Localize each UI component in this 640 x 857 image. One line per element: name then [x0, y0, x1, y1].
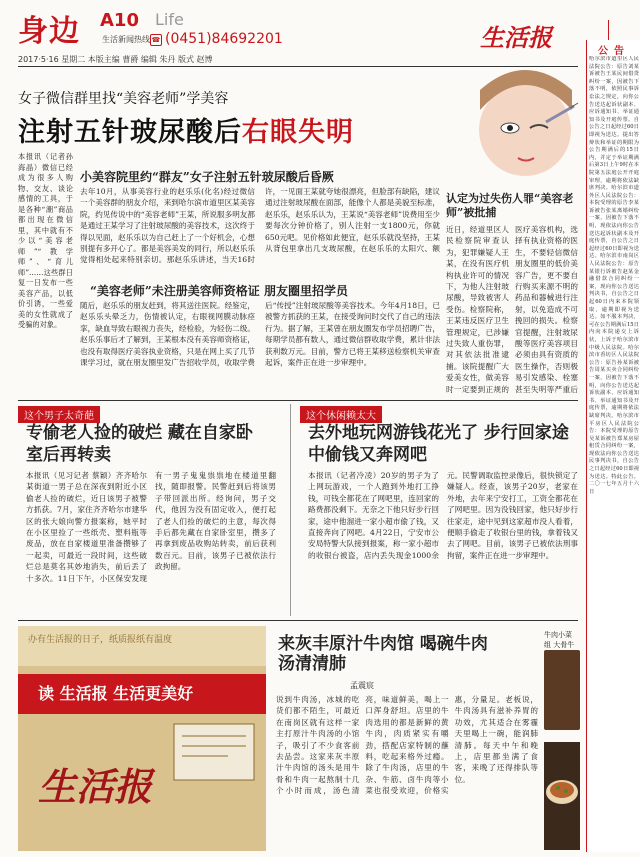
- ad-paper-logo: 生活报: [38, 764, 153, 809]
- lead-subhead-3: 认定为过失伤人罪“美容老师”被批捕: [446, 192, 574, 219]
- section-rule-2: [18, 620, 578, 621]
- newspaper-ad: [18, 626, 266, 851]
- story-a-tag: 这个男子太奇葩: [18, 406, 100, 423]
- food-headline: 来灰丰原汁牛肉馆 喝碗牛肉汤清清肺: [278, 634, 488, 674]
- story-a-body: 本报讯（见习记者 蔡颖）齐齐哈尔某街道一男子总在深夜到附近小区偷老人捡的破烂，近日该男子被警方抓获。7月，家住齐齐哈尔市建华区的张大娘向警方报案称，她平时在小区里捡了一些纸壳、塑料瓶等废品，放在自家楼道里准备攒够了一起卖，可最近一段时间，这些破烂总是莫名其妙地消失，前后丢了十多次。11日下午，小区保安发现有一男子鬼鬼祟祟地在楼道里翻找，随即报警。民警赶到后将该男子带回派出所。经询问，男子交代，他因为没有固定收入，便打起了老人们捡的破烂的主意，每次得手后都先藏在自家卧室里，攒多了再拿到废品收购站转卖，前后获利数百元。目前，该男子已被依法行政拘留。: [26, 471, 276, 583]
- lead-body-1: 去年10月，从事美容行业的赵乐乐(化名)经过微信一个美容群的朋友介绍，来到哈尔滨市道里区某美容院，约见传说中的“美容老师”王某，所说服多明友都是通过王某学习了注射玻尿酸的美容技术，这次终于得以见面，赵乐乐以为自己赶上了一个好机会，心想别提有多开心了。都是美容美发的同行，所以赵乐乐觉得相处起来特别亲切。那赵乐乐讲述，当天16时许，一见面王某就夸她很漂亮，但脸部有缺陷，建议通过注射玻尿酸在面部，能像个人都是美貌至标准，赵乐乐，赵乐乐认为，王某说“美容老师”说费用至少要每次分钟价格了，别人注射一支1800元，你就650元吧。见价格如此便宜，赵乐乐就没坚持，王某从背包里拿出几支玻尿酸，在赵乐乐的太阳穴、额: [80, 187, 440, 265]
- food-body: 说到牛肉汤，冰城的吃货们都不陌生，可最近在南岗区就有这样一家主打原汁牛肉汤的小馆子，吸引了不少食客前去品尝。这家来灰丰原汁牛肉馆的汤头是用牛骨和牛肉一起熬制十几个小时而成，汤色清亮，味道鲜美，喝上一口浑身舒坦。店里的牛肉选用的都是新鲜的黄牛肉，肉质紧实有嚼劲，搭配店家特制的蘸料，吃起来格外过瘾。除了牛肉汤，店里的牛杂、牛筋、卤牛肉等小菜也很受欢迎，价格实惠，分量足。老板说，牛肉汤具有滋补养胃的功效，尤其适合在雾霾天里喝上一碗，能润肺清肺。每天中午和晚上，店里都坐满了食客，来晚了还得排队等位。: [276, 695, 538, 796]
- face-illustration: [450, 70, 580, 190]
- headline-black: 注射五针玻尿酸后: [18, 117, 242, 148]
- hotline-label: 生活新闻热线: [102, 35, 150, 44]
- lead-subhead-2: “美容老师”未注册美容师资格证 朋友圈里招学员: [90, 284, 348, 298]
- notice-title: 公告: [598, 46, 630, 57]
- lead-intro: 本报讯（记者孙海晶）微信已经成为很多人购物、交友、谈论感情的工具，于是各种“潮”商品都出现在微信里，其中就有不少以“美容老师”“教学师”、“育儿师”……这些群日复一日发布一些美容产品，以低价引诱，一些爱美的女性就成了受骗的对象。: [18, 152, 73, 329]
- lead-subhead-1: 小美容院里约“群友”女子注射五针玻尿酸后昏厥: [80, 170, 334, 184]
- story-a-headline: 专偷老人捡的破烂 藏在自家卧室后再转卖: [26, 423, 253, 465]
- hotline-number: (0451)84692201: [165, 31, 283, 47]
- section-rule: [18, 400, 578, 401]
- dateline: 2017·5·16 星期二 本版主编 曹爵 编辑 朱丹 版式 赵博: [18, 55, 213, 64]
- lead-kicker: 女子微信群里找“美容老师”学美容: [18, 91, 229, 107]
- headline-red: 右眼失明: [242, 117, 354, 148]
- lead-body-2: 随后，赵乐乐的朋友赶到，将其送往医院。经鉴定，赵乐乐头晕乏力，伤情被认定，右眼视网膜动脉痉挛，缺血导致右眼视力丧失，经检验，为轻伤二级。赵乐乐事后才了解到，王某根本没有美容师资格证，也没有取得医疗美容执业资格，只是在网上买了几节课学习过，就在朋友圈里发广告招收学员，收取学费后“传授”注射玻尿酸等美容技术。今年4月18日，已被警方抓获的王某，在接受询问时交代了自己的违法行为。据了解，王某曾在朋友圈发布学员招聘广告，每期学员都有数人，通过微信群收取学费，累计非法获利数万元。目前，警方已将王某移送检察机关审查起诉，案件正在进一步审理中。: [80, 301, 440, 368]
- food-byline: 孟震宸: [350, 681, 374, 690]
- page-number: A10: [100, 10, 139, 31]
- ad-newspaper-illustration: [168, 718, 264, 788]
- section-logo: 身边: [18, 14, 80, 49]
- top-rule: [18, 66, 578, 67]
- legal-notices-column: [586, 40, 640, 852]
- column-divider: [290, 404, 291, 616]
- food-photo-caption: 牛肉小菜组 大骨牛: [544, 631, 575, 649]
- story-b-tag: 这个休闲赖太大: [300, 406, 382, 423]
- paper-logo: 生活报: [480, 23, 552, 52]
- section-name-en: Life: [155, 10, 184, 29]
- story-b-body: 本报讯（记者冷凌）20岁的男子为了上网玩游戏，一个人跑到外地打工挣钱，可钱全都花在了网吧里，连回家的路费都没剩下。无奈之下他只好步行回家，途中他溜进一家小超市偷了钱，又直接奔向了网吧。4月22日，宁安市公安局特警大队接到报案，称一家小超市的收银台被盗，店内丢失现金1000余元。民警调取监控录像后，很快锁定了嫌疑人。经查，该男子20岁，老家在外地，去年来宁安打工，工资全都花在了网吧里。因为没钱回家，他只好步行往家走，途中见到这家超市没人看着，便顺手偷走了收银台里的钱，拿着钱又去了网吧。目前，该男子已被依法刑事拘留，案件正在进一步审理中。: [308, 471, 578, 560]
- lead-body-3: 近日，经道里区人民检察院审查认为，犯罪嫌疑人王某，在没有医疗机构执业许可的情况下，为他人注射玻尿酸，导致被害人受伤。检察院称，王某违反医疗卫生管理规定，已涉嫌过失致人重伤罪，对其依法批准逮捕。该院提醒广大爱美女性，做美容时一定要到正规的医疗美容机构，选择有执业资格的医生，不要轻信微信朋友圈里的低价美容广告，更不要自行购买来源不明的药品和器械进行注射，以免造成不可挽回的损失。检察官提醒，注射玻尿酸等医疗美容项目必须由具有资质的医生操作，否则极易引发感染、栓塞甚至失明等严重后: [446, 225, 578, 394]
- soup-bowl-photo: [544, 742, 580, 850]
- lead-headline: [18, 110, 354, 149]
- notice-body: 哈尔滨市道里区人民法院公告：原告刘某诉被告王某民间借贷纠纷一案，因被告下落不明，依照民事诉讼法之规定，向你公告送达起诉状副本、应诉通知书、举证通知书及开庭传票。自公告之日起经过60日即视为送达。提出答辩状和举证的期限为公告期满后的15日内，并定于举证期满后第3日上午9时在本院第五法庭公开开庭审理，逾期将依法缺席判决。哈尔滨市道外区人民法院公告：本院受理的原告李某诉被告张某离婚纠纷一案，因被告下落不明，现依法向你公告送达起诉状副本及开庭传票，自公告之日起经过60日即视为送达。哈尔滨市南岗区人民法院公告：原告某银行诉被告赵某金融借款合同纠纷一案，现向你公告送达判决书，自公告之日起60日内来本院领取，逾期即视为送达。如不服本判决，可在公告期满后15日内向本院递交上诉状，上诉于哈尔滨市中级人民法院。哈尔滨市香坊区人民法院公告：原告孙某诉被告周某买卖合同纠纷一案，因被告下落不明，向你公告送达起诉状副本、应诉通知书、举证通知书及开庭传票，逾期将依法缺席判决。哈尔滨市平房区人民法院公告：本院受理的原告吴某诉被告郑某房屋租赁合同纠纷一案，现依法向你公告送达民事判决书，自公告之日起经过60日即视为送达。特此公告。二〇一七年五月十六日: [589, 56, 639, 495]
- ad-slogan: 办有生活报的日子，纸质报纸有温度: [28, 635, 173, 645]
- beef-photo: [544, 650, 580, 730]
- ad-band-text: 读 生活报 生活更美好: [38, 684, 194, 703]
- story-b-headline: 去外地玩网游钱花光了 步行回家途中偷钱又奔网吧: [308, 423, 569, 465]
- phone-icon: ☎: [151, 36, 161, 44]
